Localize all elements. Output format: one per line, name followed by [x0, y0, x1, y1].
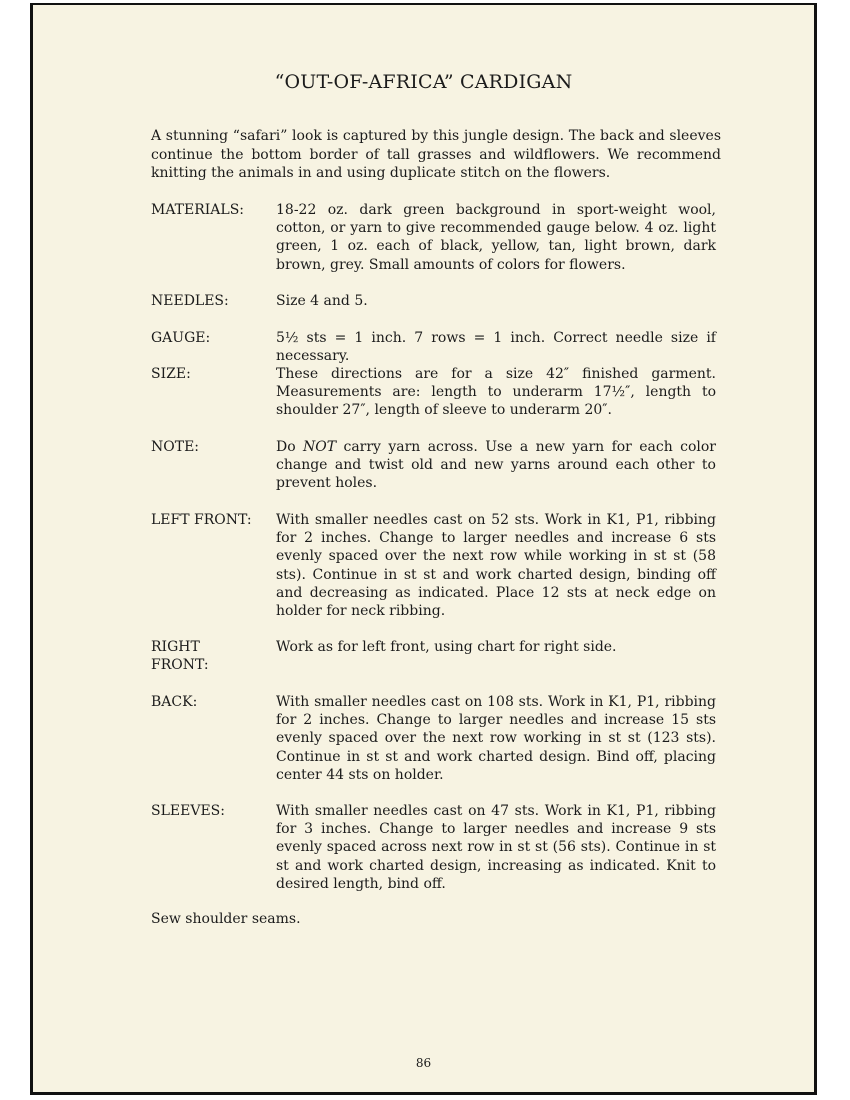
note-label: NOTE: — [151, 439, 200, 455]
page-number: 86 — [415, 1056, 432, 1070]
note-text-start: Do — [276, 439, 304, 455]
gauge-text: 5½ sts = 1 inch. 7 rows = 1 inch. Correct needle size if necessary. — [276, 330, 716, 365]
needles-text: Size 4 and 5. — [276, 293, 368, 309]
page-title: “OUT-OF-AFRICA” CARDIGAN — [274, 71, 573, 93]
materials-label: MATERIALS: — [151, 202, 245, 218]
needles-label: NEEDLES: — [151, 293, 229, 309]
size-text: These directions are for a size 42″ finished garment. Measurements are: length to underarm 17½″, length to shoulder 27″, length of sleeve to underarm 20″. — [276, 366, 716, 419]
right-front-text: Work as for left front, using chart for right side. — [276, 639, 617, 655]
sleeves-text: With smaller needles cast on 47 sts. Work in K1, P1, ribbing for 3 inches. Change to larger needles and increase 9 sts evenly spaced across next row in st st (56 sts). Continue in st st and work charted design, increasing as indicated. Knit to desired length, bind off. — [276, 803, 716, 892]
note-text — [276, 438, 716, 493]
intro-paragraph: A stunning “safari” look is captured by this jungle design. The back and sleeves continue the bottom border of tall grasses and wildflowers. We recommend knitting the animals in and using duplicate stitch on the flowers. — [151, 128, 721, 181]
closing-instruction: Sew shoulder seams. — [151, 911, 301, 927]
left-front-text: With smaller needles cast on 52 sts. Work in K1, P1, ribbing for 2 inches. Change to larger needles and increase 6 sts evenly spaced over the next row while working in st st (58 sts). Continue in st st and work charted design, binding off and decreasing as indicated. Place 12 sts at neck edge on holder for neck ribbing. — [276, 512, 716, 620]
back-text: With smaller needles cast on 108 sts. Work in K1, P1, ribbing for 2 inches. Change to larger needles and increase 15 sts evenly spaced over the next row working in st st (123 sts). Continue in st st and work charted design. Bind off, placing center 44 sts on holder. — [276, 694, 716, 783]
size-label: SIZE: — [151, 366, 191, 382]
note-emphasis: NOT — [303, 439, 337, 455]
right-front-label: RIGHT FRONT: — [151, 639, 209, 674]
sleeves-label: SLEEVES: — [151, 803, 225, 819]
document-page — [30, 3, 817, 1095]
back-label: BACK: — [151, 694, 198, 710]
materials-text: 18-22 oz. dark green background in sport-weight wool, cotton, or yarn to give recommended gauge below. 4 oz. light green, 1 oz. each of black, yellow, tan, light brown, dark brown, grey. Small amounts of colors for flowers. — [276, 202, 716, 273]
gauge-label: GAUGE: — [151, 330, 211, 346]
left-front-label: LEFT FRONT: — [151, 512, 252, 528]
note-text-end: carry yarn across. Use a new yarn for each color change and twist old and new yarns around each other to prevent holes. — [276, 439, 716, 492]
